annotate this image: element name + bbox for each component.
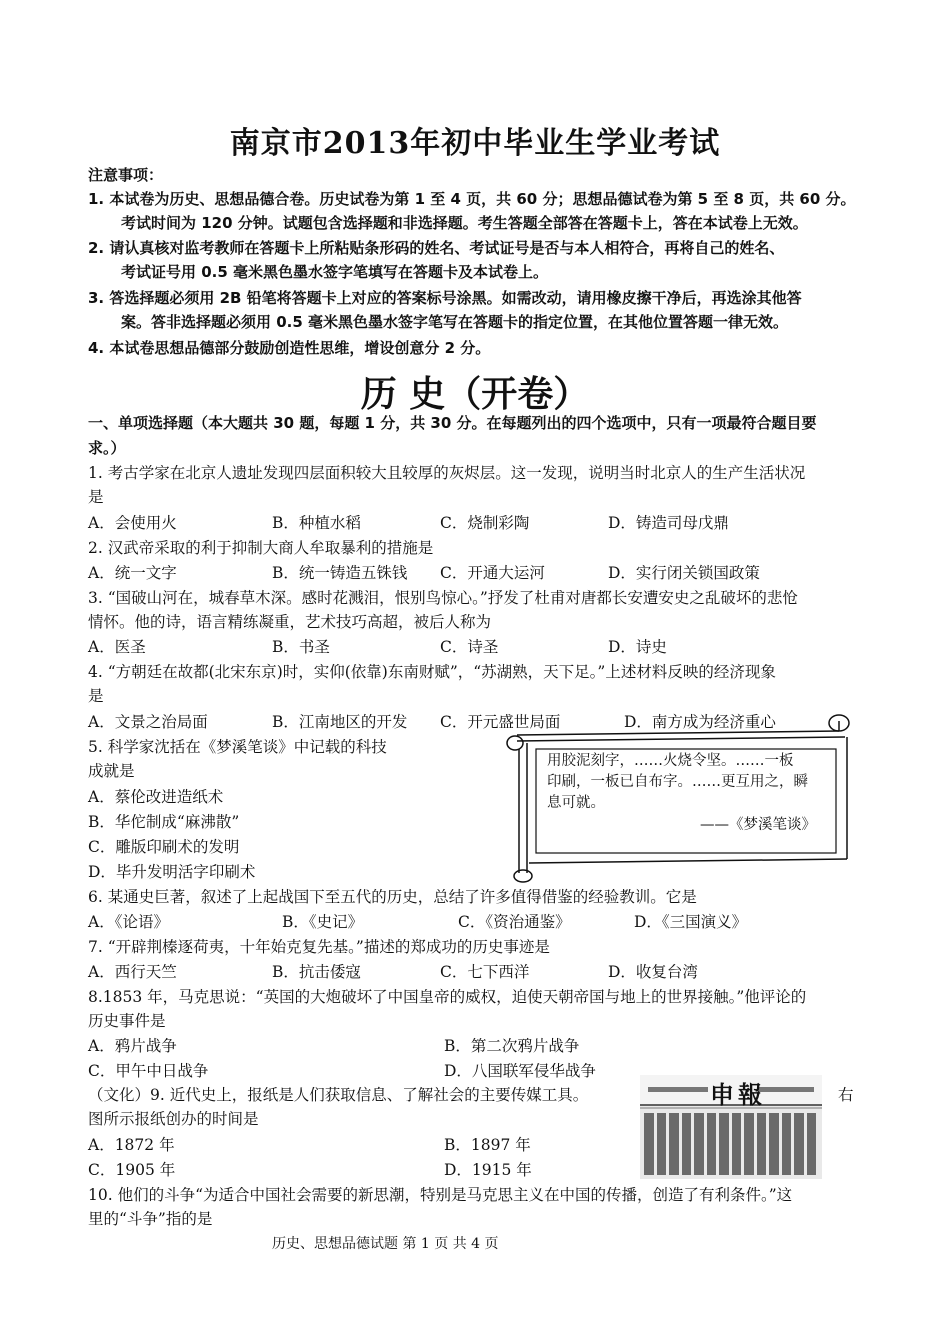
section-heading: 一、单项选择题（本大题共 30 题，每题 1 分，共 30 分。在每题列出的四个选项中，只有一项最符合题目要 <box>88 414 817 432</box>
q7-option-c: C．七下西洋 <box>440 963 530 981</box>
q6-option-d: D．《三国演义》 <box>634 913 748 931</box>
subject-title: 历 史（开卷） <box>360 374 590 415</box>
quote-source: ——《梦溪笔谈》 <box>700 817 816 833</box>
question-8: 8.1853 年，马克思说：“英国的大炮破坏了中国皇帝的威权，迫使天朝帝国与地上的世界接触。”他评论的 <box>88 988 807 1006</box>
notice-line-2: 2. 请认真核对监考教师在答题卡上所粘贴条形码的姓名、考试证号是否与本人相符合，再将自己的姓名、 <box>88 239 785 257</box>
question-5-cont: 成就是 <box>88 762 135 780</box>
quote-scroll <box>505 713 855 885</box>
question-1: 1. 考古学家在北京人遗址发现四层面积较大且较厚的灰烬层。这一发现，说明当时北京人的生产生活状况 <box>88 464 806 482</box>
question-9: （文化）9. 近代史上，报纸是人们获取信息、了解社会的主要传媒工具。 <box>88 1086 589 1104</box>
notice-heading: 注意事项： <box>88 166 164 184</box>
q1-option-b: B．种植水稻 <box>272 514 361 532</box>
q4-option-d: D．南方成为经济重心 <box>624 713 776 731</box>
q3-option-c: C．诗圣 <box>440 638 499 656</box>
q8-option-a: A．鸦片战争 <box>88 1037 177 1055</box>
quote-line-2: 印刷，一板已自布字。……更互用之，瞬 <box>547 774 808 790</box>
q4-option-c: C．开元盛世局面 <box>440 713 561 731</box>
quote-line-1: 用胶泥刻字，……火烧令坚。……一板 <box>547 753 794 769</box>
exam-title: 南京市2013年初中毕业生学业考试 <box>229 126 721 161</box>
question-1-cont: 是 <box>88 488 104 506</box>
q2-option-d: D．实行闭关锁国政策 <box>608 564 760 582</box>
question-7: 7. “开辟荆榛逐荷夷，十年始克复先基。”描述的郑成功的历史事迹是 <box>88 938 550 956</box>
q6-option-c: C．《资治通鉴》 <box>458 913 571 931</box>
q4-option-a: A．文景之治局面 <box>88 713 208 731</box>
q1-option-a: A．会使用火 <box>88 514 177 532</box>
q9-option-b: B．1897 年 <box>444 1136 531 1154</box>
question-5: 5. 科学家沈括在《梦溪笔谈》中记载的科技 <box>88 738 387 756</box>
q8-option-b: B．第二次鸦片战争 <box>444 1037 580 1055</box>
q9-option-a: A．1872 年 <box>88 1136 175 1154</box>
q8-option-c: C．甲午中日战争 <box>88 1062 209 1080</box>
newspaper-masthead: 申報 <box>710 1080 766 1109</box>
question-3-cont: 情怀。他的诗，语言精练凝重，艺术技巧高超，被后人称为 <box>88 613 492 631</box>
notice-line-1b: 考试时间为 120 分钟。试题包含选择题和非选择题。考生答题全部答在答题卡上，答在本试卷上无效。 <box>121 214 808 232</box>
question-2: 2. 汉武帝采取的利于抑制大商人牟取暴利的措施是 <box>88 539 434 557</box>
question-10-cont: 里的“斗争”指的是 <box>88 1210 213 1228</box>
q3-option-d: D．诗史 <box>608 638 667 656</box>
notice-line-2b: 考试证号用 0.5 毫米黑色墨水签字笔填写在答题卡及本试卷上。 <box>121 263 549 281</box>
q6-option-a: A．《论语》 <box>88 913 169 931</box>
q7-option-b: B．抗击倭寇 <box>272 963 361 981</box>
question-4-cont: 是 <box>88 687 104 705</box>
notice-line-1: 1. 本试卷为历史、思想品德合卷。历史试卷为第 1 至 4 页，共 60 分；思想品德试卷为第 5 至 8 页，共 60 分。 <box>88 190 856 208</box>
notice-line-3: 3. 答选择题必须用 2B 铅笔将答题卡上对应的答案标号涂黑。如需改动，请用橡皮擦干净后，再选涂其他答 <box>88 289 802 307</box>
q2-option-b: B．统一铸造五铢钱 <box>272 564 408 582</box>
question-6: 6. 某通史巨著，叙述了上起战国下至五代的历史，总结了许多值得借鉴的经验教训。它是 <box>88 888 697 906</box>
notice-line-3b: 案。答非选择题必须用 0.5 毫米黑色墨水签字笔写在答题卡的指定位置，在其他位置答题一律无效。 <box>121 313 789 331</box>
q3-option-b: B．书圣 <box>272 638 330 656</box>
question-10: 10. 他们的斗争“为适合中国社会需要的新思潮，特别是马克思主义在中国的传播，创造了有利条件。”这 <box>88 1186 793 1204</box>
newspaper-image <box>640 1075 822 1179</box>
q6-option-b: B．《史记》 <box>282 913 364 931</box>
q9-option-d: D．1915 年 <box>444 1161 532 1179</box>
q3-option-a: A．医圣 <box>88 638 146 656</box>
quote-line-3: 息可就。 <box>547 795 605 811</box>
q5-option-c: C．雕版印刷术的发明 <box>88 838 240 856</box>
q7-option-d: D．收复台湾 <box>608 963 698 981</box>
section-heading-cont: 求。） <box>88 439 126 457</box>
question-9-tail: 右 <box>838 1086 854 1104</box>
q9-option-c: C．1905 年 <box>88 1161 176 1179</box>
page-footer: 历史、思想品德试题 第 1 页 共 4 页 <box>272 1236 499 1252</box>
q2-option-a: A．统一文字 <box>88 564 177 582</box>
q1-option-c: C．烧制彩陶 <box>440 514 530 532</box>
notice-line-4: 4. 本试卷思想品德部分鼓励创造性思维，增设创意分 2 分。 <box>88 339 491 357</box>
q7-option-a: A．西行天竺 <box>88 963 177 981</box>
q2-option-c: C．开通大运河 <box>440 564 545 582</box>
question-8-cont: 历史事件是 <box>88 1012 166 1030</box>
question-4: 4. “方朝廷在故都(北宋东京)时，实仰(依靠)东南财赋”，“苏湖熟，天下足。”上述材料反映的经济现象 <box>88 663 776 681</box>
q5-option-d: D．毕升发明活字印刷术 <box>88 863 256 881</box>
question-9-cont: 图所示报纸创办的时间是 <box>88 1110 259 1128</box>
question-3: 3. “国破山河在，城春草木深。感时花溅泪，恨别鸟惊心。”抒发了杜甫对唐都长安遭安史之乱破坏的悲怆 <box>88 589 798 607</box>
q5-option-b: B．华佗制成“麻沸散” <box>88 813 240 831</box>
q4-option-b: B．江南地区的开发 <box>272 713 408 731</box>
q1-option-d: D．铸造司母戊鼎 <box>608 514 729 532</box>
q8-option-d: D．八国联军侵华战争 <box>444 1062 596 1080</box>
q5-option-a: A．蔡伦改进造纸术 <box>88 788 224 806</box>
